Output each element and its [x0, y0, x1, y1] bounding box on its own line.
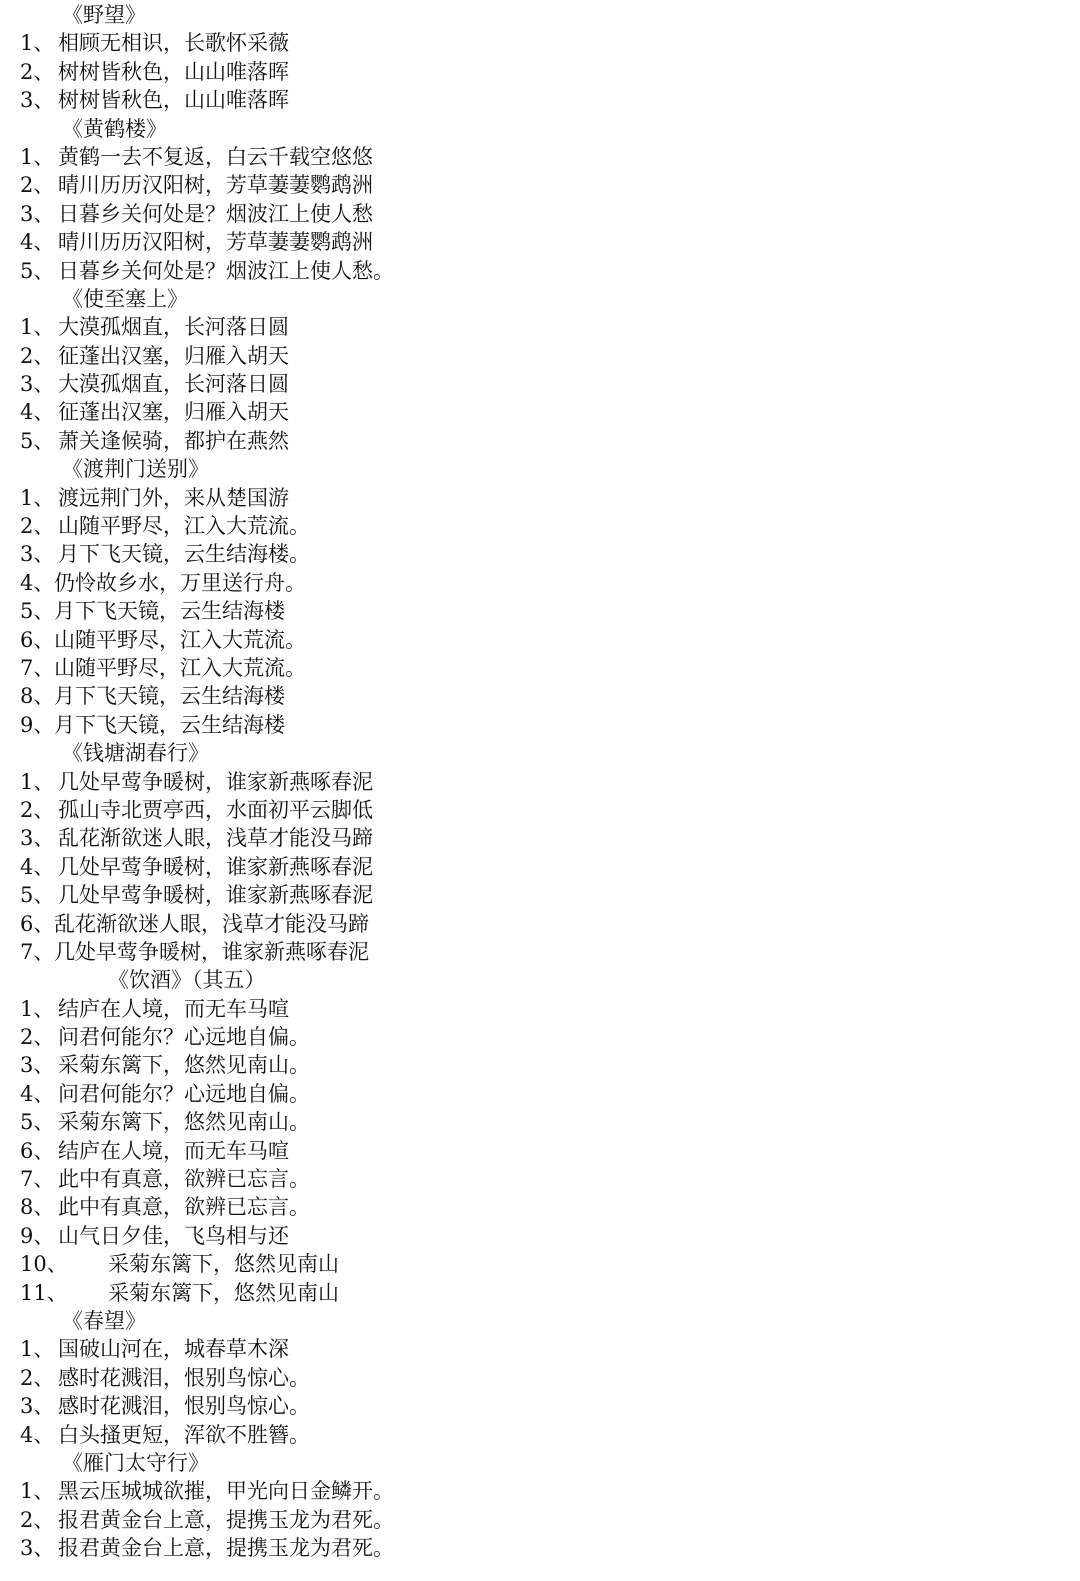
verse-number: 3、: [20, 201, 55, 226]
verse-line: [0, 1137, 1080, 1165]
verse-line: [0, 86, 1080, 114]
verse-text: 报君黄金台上意，提携玉龙为君死。: [58, 1536, 394, 1561]
verse-line: [0, 1477, 1080, 1505]
verse-text: 感时花溅泪，恨别鸟惊心。: [58, 1394, 310, 1419]
verse-text: 问君何能尔？心远地自偏。: [58, 1025, 310, 1050]
verse-number: 6、: [20, 1138, 55, 1163]
verse-line: [0, 1165, 1080, 1193]
verse-line: [0, 484, 1080, 512]
verse-number: 2、: [20, 1365, 55, 1390]
verse-number: 4、: [20, 570, 55, 595]
verse-number: 2、: [20, 514, 55, 539]
verse-line: [0, 1534, 1080, 1562]
verse-text: 树树皆秋色，山山唯落晖: [58, 59, 289, 84]
verse-text: 月下飞天镜，云生结海楼: [54, 712, 285, 737]
verse-text: 晴川历历汉阳树，芳草萋萋鹦鹉洲: [58, 230, 373, 255]
verse-line: [0, 512, 1080, 540]
verse-number: 7、: [20, 655, 55, 680]
verse-number: 2、: [20, 59, 55, 84]
verse-text: 几处早莺争暖树，谁家新燕啄春泥: [58, 854, 373, 879]
verse-line: [0, 796, 1080, 824]
verse-text: 晴川历历汉阳树，芳草萋萋鹦鹉洲: [58, 173, 373, 198]
verse-line: [0, 711, 1080, 739]
verse-number: 2、: [20, 343, 55, 368]
verse-number: 4、: [20, 400, 55, 425]
verse-text: 月下飞天镜，云生结海楼: [54, 599, 285, 624]
verse-text: 乱花渐欲迷人眼，浅草才能没马蹄: [54, 911, 369, 936]
verse-number: 3、: [20, 372, 55, 397]
verse-number: 5、: [20, 599, 55, 624]
verse-line: [0, 853, 1080, 881]
verse-line: [0, 768, 1080, 796]
verse-text: 月下飞天镜，云生结海楼。: [58, 542, 310, 567]
verse-text: 采菊东篱下，悠然见南山: [108, 1252, 339, 1277]
verse-line: [0, 427, 1080, 455]
verse-number: 8、: [20, 1195, 55, 1220]
verse-number: 3、: [20, 542, 55, 567]
verse-number: 6、: [20, 627, 55, 652]
verse-text: 问君何能尔？心远地自偏。: [58, 1081, 310, 1106]
verse-text: 大漠孤烟直，长河落日圆: [58, 372, 289, 397]
verse-number: 4、: [20, 854, 55, 879]
poem-title: 《使至塞上》: [62, 286, 188, 311]
verse-number: 2、: [20, 173, 55, 198]
verse-text: 此中有真意，欲辨已忘言。: [58, 1167, 310, 1192]
verse-line: [0, 626, 1080, 654]
verse-number: 5、: [20, 1110, 55, 1135]
verse-text: 日暮乡关何处是？烟波江上使人愁: [58, 201, 373, 226]
verse-number: 6、: [20, 911, 55, 936]
verse-line: [0, 370, 1080, 398]
verse-text: 征蓬出汉塞，归雁入胡天: [58, 343, 289, 368]
verse-line: [0, 938, 1080, 966]
verse-line: [0, 1421, 1080, 1449]
verse-number: 3、: [20, 1053, 55, 1078]
verse-line: [0, 1023, 1080, 1051]
verse-line: [0, 910, 1080, 938]
verse-line: [0, 654, 1080, 682]
verse-text: 几处早莺争暖树，谁家新燕啄春泥: [58, 883, 373, 908]
verse-text: 黑云压城城欲摧，甲光向日金鳞开。: [58, 1479, 394, 1504]
verse-line: [0, 1364, 1080, 1392]
verse-text: 几处早莺争暖树，谁家新燕啄春泥: [54, 939, 369, 964]
verse-number: 9、: [20, 1223, 55, 1248]
verse-number: 7、: [20, 939, 55, 964]
verse-text: 山气日夕佳，飞鸟相与还: [58, 1223, 289, 1248]
poem-title: 《野望》: [62, 3, 146, 27]
verse-line: [0, 540, 1080, 568]
verse-number: 1、: [20, 144, 55, 169]
verse-line: [0, 1250, 1080, 1278]
verse-line: [0, 597, 1080, 625]
verse-number: 2、: [20, 1507, 55, 1532]
verse-number: 7、: [20, 1167, 55, 1192]
verse-line: [0, 995, 1080, 1023]
verse-number: 5、: [20, 883, 55, 908]
verse-text: 采菊东篱下，悠然见南山: [108, 1280, 339, 1305]
verse-text: 仍怜故乡水，万里送行舟。: [54, 570, 306, 595]
verse-text: 山随平野尽，江入大荒流。: [54, 627, 306, 652]
verse-text: 几处早莺争暖树，谁家新燕啄春泥: [58, 769, 373, 794]
verse-text: 结庐在人境，而无车马喧: [58, 1138, 289, 1163]
poem-title: 《饮酒》（其五）: [108, 968, 266, 993]
verse-line: [0, 257, 1080, 285]
verse-text: 报君黄金台上意，提携玉龙为君死。: [58, 1507, 394, 1532]
verse-line: [0, 313, 1080, 341]
poem-title: 《钱塘湖春行》: [62, 741, 209, 766]
verse-line: [0, 143, 1080, 171]
verse-number: 1、: [20, 31, 55, 56]
verse-text: 采菊东篱下，悠然见南山。: [58, 1053, 310, 1078]
verse-number: 5、: [20, 258, 55, 283]
verse-text: 采菊东篱下，悠然见南山。: [58, 1110, 310, 1135]
verse-line: [0, 569, 1080, 597]
verse-number: 3、: [20, 88, 55, 113]
verse-number: 1、: [20, 485, 55, 510]
verse-text: 此中有真意，欲辨已忘言。: [58, 1195, 310, 1220]
verse-text: 国破山河在，城春草木深: [58, 1337, 289, 1362]
verse-number: 9、: [20, 712, 55, 737]
verse-text: 山随平野尽，江入大荒流。: [58, 514, 310, 539]
poem-title: 《雁门太守行》: [62, 1450, 209, 1475]
verse-line: [0, 228, 1080, 256]
verse-text: 乱花渐欲迷人眼，浅草才能没马蹄: [58, 826, 373, 851]
verse-text: 渡远荆门外，来从楚国游: [58, 485, 289, 510]
verse-number: 1、: [20, 315, 55, 340]
verse-line: [0, 1222, 1080, 1250]
poem-title: 《春望》: [62, 1308, 146, 1333]
verse-text: 山随平野尽，江入大荒流。: [54, 655, 306, 680]
verse-line: [0, 200, 1080, 228]
verse-line: [0, 1080, 1080, 1108]
verse-text: 月下飞天镜，云生结海楼: [54, 684, 285, 709]
verse-line: [0, 398, 1080, 426]
poem-title: 《渡荆门送别》: [62, 457, 209, 482]
verse-number: 5、: [20, 428, 55, 453]
verse-line: [0, 881, 1080, 909]
verse-number: 1、: [20, 1479, 55, 1504]
verse-line: [0, 1335, 1080, 1363]
verse-number: 1、: [20, 1337, 55, 1362]
verse-text: 相顾无相识，长歌怀采薇: [58, 31, 289, 56]
verse-text: 白头搔更短，浑欲不胜簪。: [58, 1422, 310, 1447]
verse-text: 萧关逢候骑，都护在燕然: [58, 428, 289, 453]
verse-text: 感时花溅泪，恨别鸟惊心。: [58, 1365, 310, 1390]
verse-text: 结庐在人境，而无车马喧: [58, 996, 289, 1021]
verse-line: [0, 1108, 1080, 1136]
verse-line: [0, 1392, 1080, 1420]
verse-line: [0, 171, 1080, 199]
verse-text: 黄鹤一去不复返，白云千载空悠悠: [58, 144, 373, 169]
verse-line: [0, 342, 1080, 370]
verse-number: 3、: [20, 1394, 55, 1419]
verse-text: 大漠孤烟直，长河落日圆: [58, 315, 289, 340]
verse-number: 2、: [20, 797, 55, 822]
verse-line: [0, 1193, 1080, 1221]
verse-number: 10、: [20, 1252, 68, 1277]
verse-text: 日暮乡关何处是？烟波江上使人愁。: [58, 258, 394, 283]
poem-title: 《黄鹤楼》: [62, 116, 167, 141]
verse-line: [0, 58, 1080, 86]
verse-text: 征蓬出汉塞，归雁入胡天: [58, 400, 289, 425]
verse-line: [0, 29, 1080, 57]
verse-number: 4、: [20, 1081, 55, 1106]
verse-number: 4、: [20, 1422, 55, 1447]
verse-number: 8、: [20, 684, 55, 709]
verse-line: [0, 1279, 1080, 1307]
verse-line: [0, 1506, 1080, 1534]
verse-line: [0, 1051, 1080, 1079]
verse-number: 1、: [20, 996, 55, 1021]
verse-number: 1、: [20, 769, 55, 794]
verse-text: 树树皆秋色，山山唯落晖: [58, 88, 289, 113]
verse-number: 4、: [20, 230, 55, 255]
verse-number: 3、: [20, 826, 55, 851]
verse-text: 孤山寺北贾亭西，水面初平云脚低: [58, 797, 373, 822]
verse-line: [0, 824, 1080, 852]
verse-number: 2、: [20, 1025, 55, 1050]
verse-number: 11、: [20, 1280, 68, 1305]
verse-number: 3、: [20, 1536, 55, 1561]
verse-line: [0, 682, 1080, 710]
